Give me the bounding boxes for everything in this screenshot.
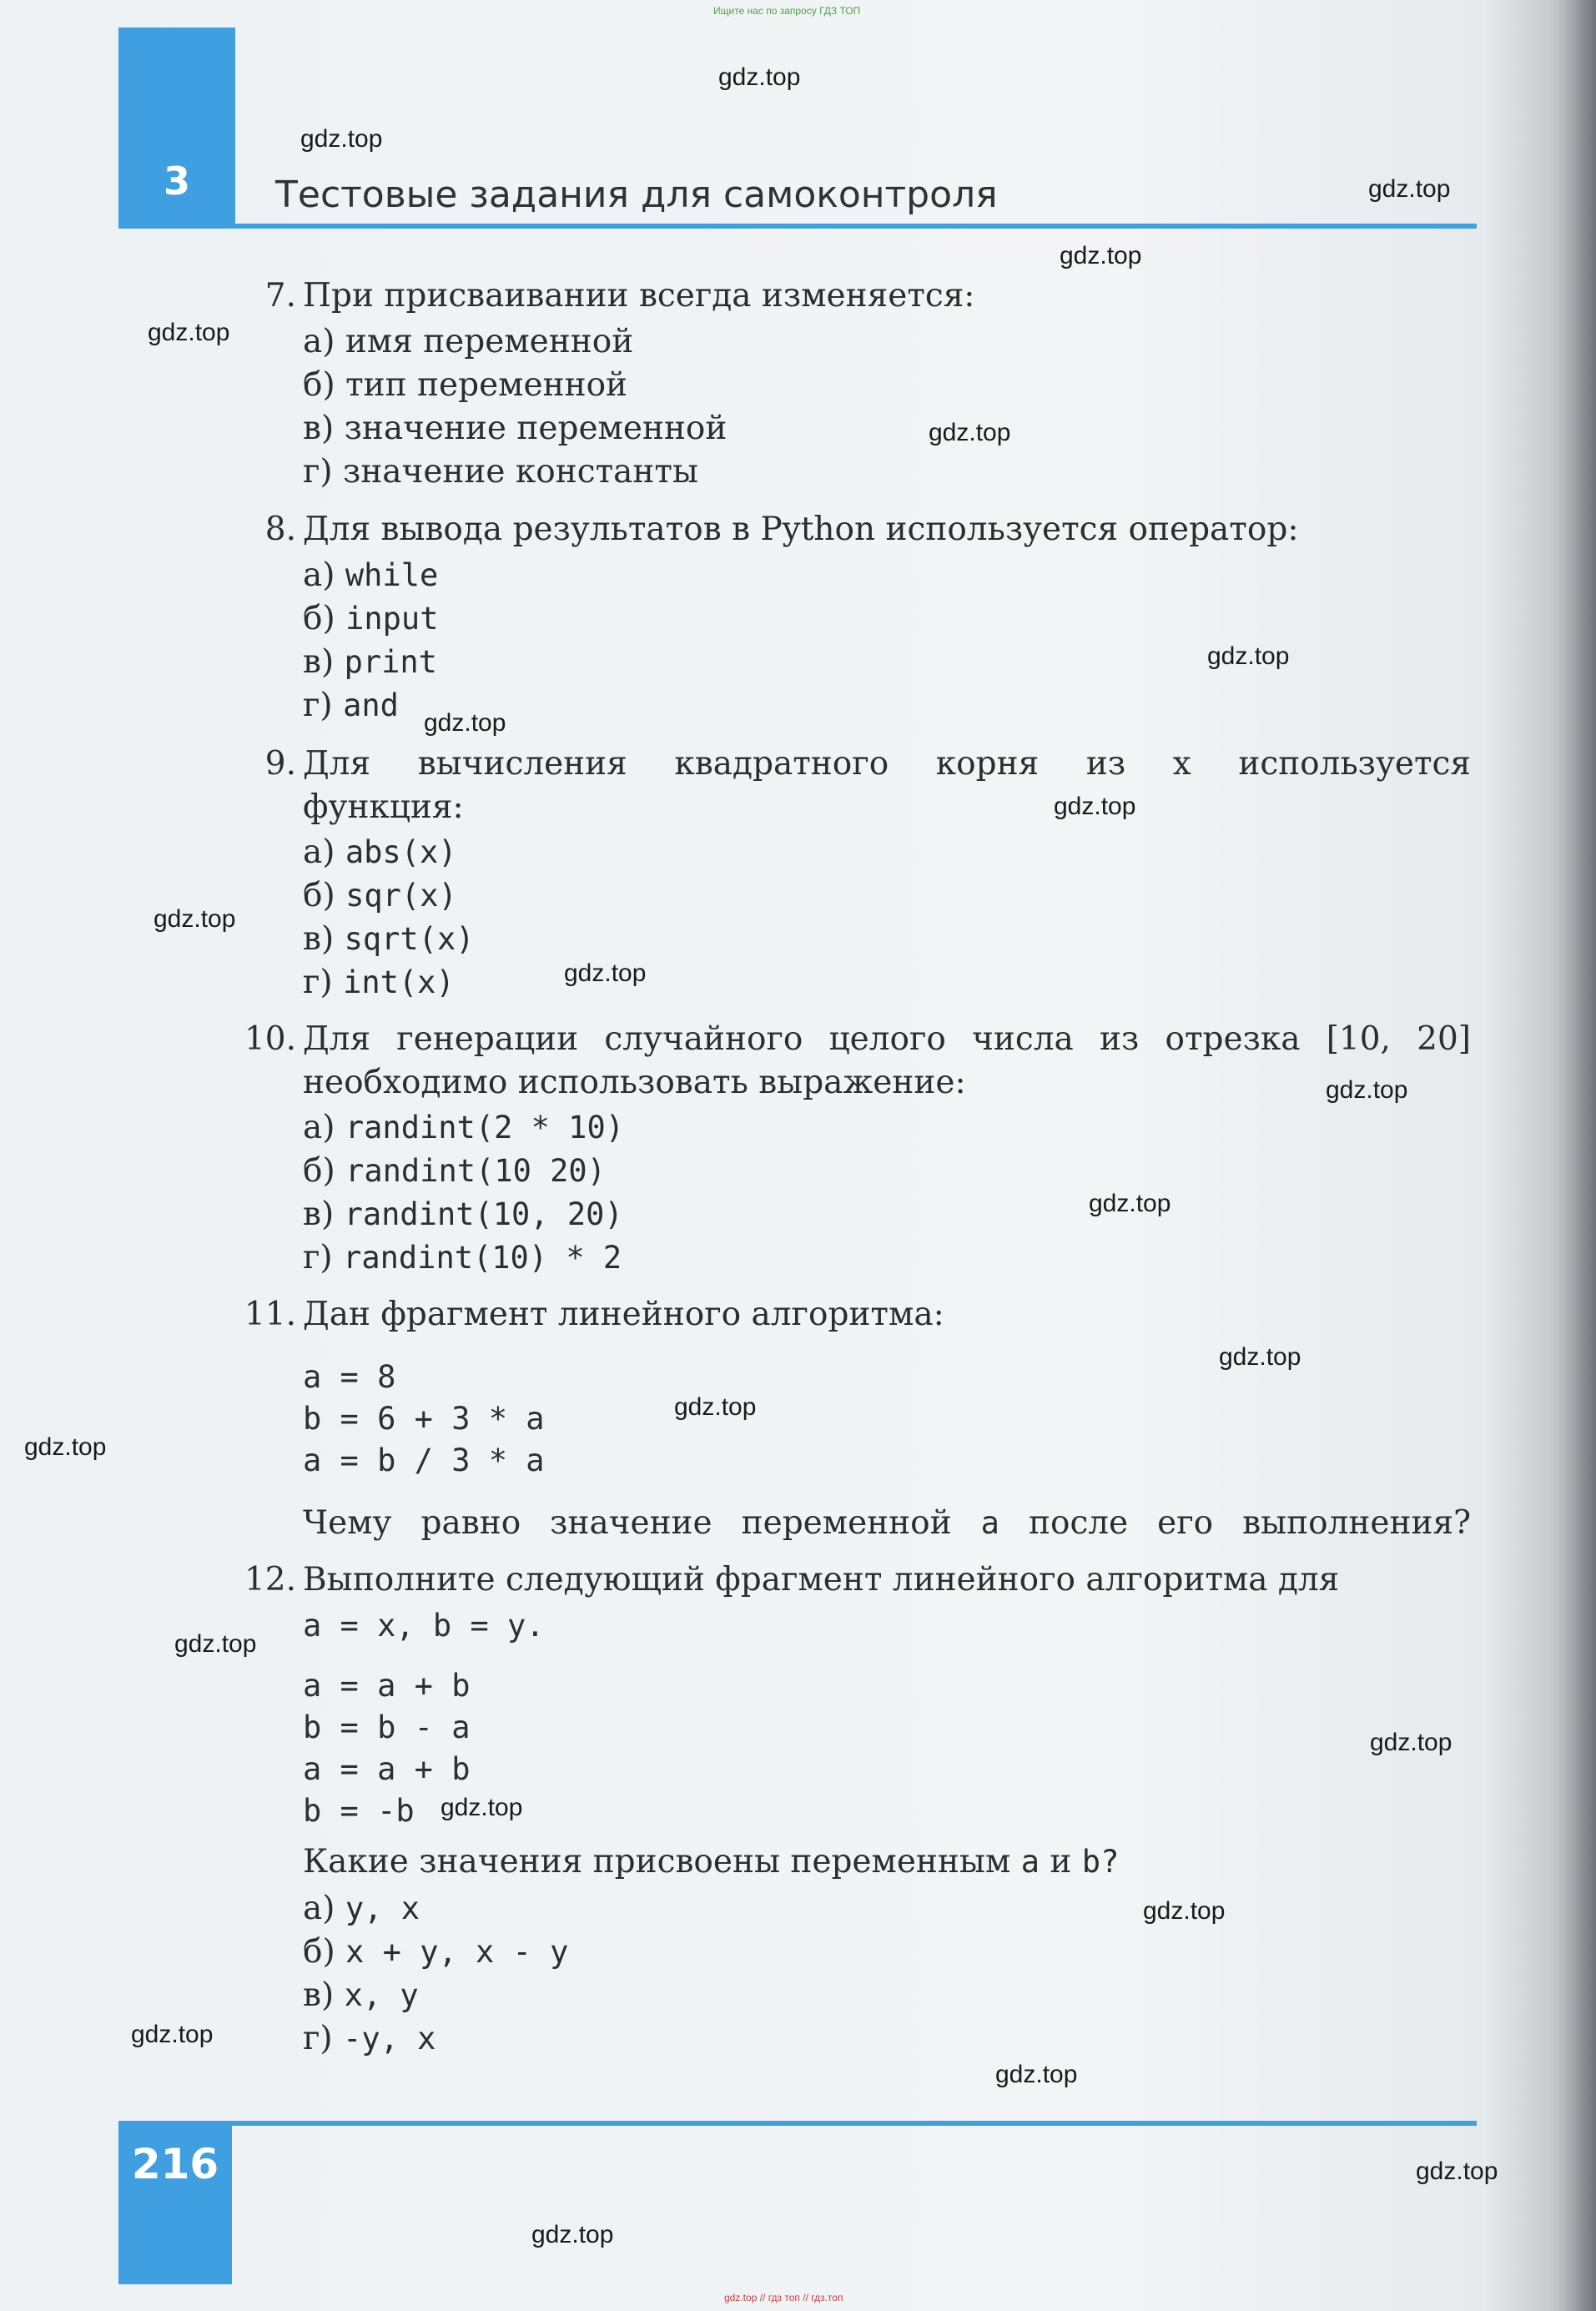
question-11-prompt: Чему равно значение переменной a после его выполнения? [303,1504,1471,1542]
question-9-line1: Для вычисления квадратного корня из x используется [303,745,1471,783]
question-number: 7. [264,277,296,315]
watermark: gdz.top [995,2061,1078,2088]
code-line: b = -b [303,1793,415,1829]
watermark: gdz.top [718,63,801,91]
footer-divider [118,2121,1477,2126]
page-title: Тестовые задания для самоконтроля [275,174,998,216]
option-c: в) sqrt(x) [303,920,475,958]
watermark: gdz.top [441,1794,523,1821]
bottom-banner: gdz.top // гдз топ // гдз.топ [724,2292,843,2303]
option-a: а) randint(2 * 10) [303,1109,625,1146]
code-line: a = b / 3 * a [303,1442,545,1478]
page-number: 216 [131,2140,219,2188]
watermark: gdz.top [1207,642,1290,670]
watermark: gdz.top [424,709,506,737]
option-b: б) тип переменной [303,366,628,404]
option-d: г) значение константы [303,453,699,491]
code-line: a = a + b [303,1751,471,1787]
code-line: a = 8 [303,1359,396,1395]
question-12-prompt: Какие значения присвоены переменным a и b? [303,1843,1120,1881]
option-b: б) x + y, x - y [303,1933,569,1971]
question-7 [264,274,975,318]
option-c: в) x, y [303,1976,419,2014]
question-10-line1: Для генерации случайного целого числа из отрезка [10, 20] [303,1020,1471,1058]
question-text: При присваивании всегда изменяется: [303,277,975,315]
watermark: gdz.top [131,2021,214,2048]
question-text: Дан фрагмент линейного алгоритма: [303,1296,944,1333]
page-edge-shadow [1563,0,1596,2311]
watermark: gdz.top [674,1393,757,1421]
top-banner: Ищите нас по запросу ГДЗ ТОП [713,5,861,17]
question-8 [264,508,1299,551]
code-init: a = x, b = y. [303,1608,545,1644]
code-line: b = 6 + 3 * a [303,1401,545,1437]
option-d: г) randint(10) * 2 [303,1239,622,1276]
option-c: в) print [303,643,437,681]
option-c: в) значение переменной [303,410,728,447]
code-line: b = b - a [303,1709,471,1745]
watermark: gdz.top [1368,175,1451,203]
watermark: gdz.top [300,125,383,153]
question-number: 8. [264,511,296,548]
option-b: б) randint(10 20) [303,1152,606,1190]
header-divider [118,224,1477,229]
code-line: a = a + b [303,1668,471,1704]
question-number: 9. [264,745,296,783]
watermark: gdz.top [929,419,1011,446]
option-a: а) имя переменной [303,323,634,360]
option-c: в) randint(10, 20) [303,1196,623,1233]
watermark: gdz.top [148,319,230,346]
watermark: gdz.top [531,2221,614,2248]
option-d: г) and [303,687,399,724]
watermark: gdz.top [564,959,647,987]
option-b: б) sqr(x) [303,877,457,914]
watermark: gdz.top [1060,242,1142,269]
chapter-number: 3 [163,159,190,204]
question-text: Для вывода результатов в Python используется оператор: [303,511,1299,548]
watermark: gdz.top [1326,1076,1408,1104]
question-10-line2: необходимо использовать выражение: [303,1064,966,1101]
option-d: г) -y, x [303,2020,436,2057]
option-b: б) input [303,600,439,637]
question-9-line2: функция: [303,788,464,826]
watermark: gdz.top [24,1433,107,1461]
watermark: gdz.top [1143,1897,1226,1925]
option-a: а) abs(x) [303,833,457,871]
watermark: gdz.top [1219,1343,1301,1371]
watermark: gdz.top [154,905,236,933]
option-d: г) int(x) [303,964,455,1001]
question-number: 11. [244,1296,296,1333]
option-a: а) while [303,556,439,594]
question-number: 12. [244,1561,296,1599]
watermark: gdz.top [1089,1190,1171,1217]
watermark: gdz.top [1054,793,1136,820]
question-11 [244,1293,944,1337]
question-text: Выполните следующий фрагмент линейного алгоритма для [303,1561,1340,1599]
watermark: gdz.top [1416,2157,1498,2185]
question-12 [244,1558,1340,1602]
watermark: gdz.top [174,1630,257,1658]
watermark: gdz.top [1370,1729,1453,1756]
option-a: а) y, x [303,1890,420,1927]
question-number: 10. [244,1020,296,1058]
